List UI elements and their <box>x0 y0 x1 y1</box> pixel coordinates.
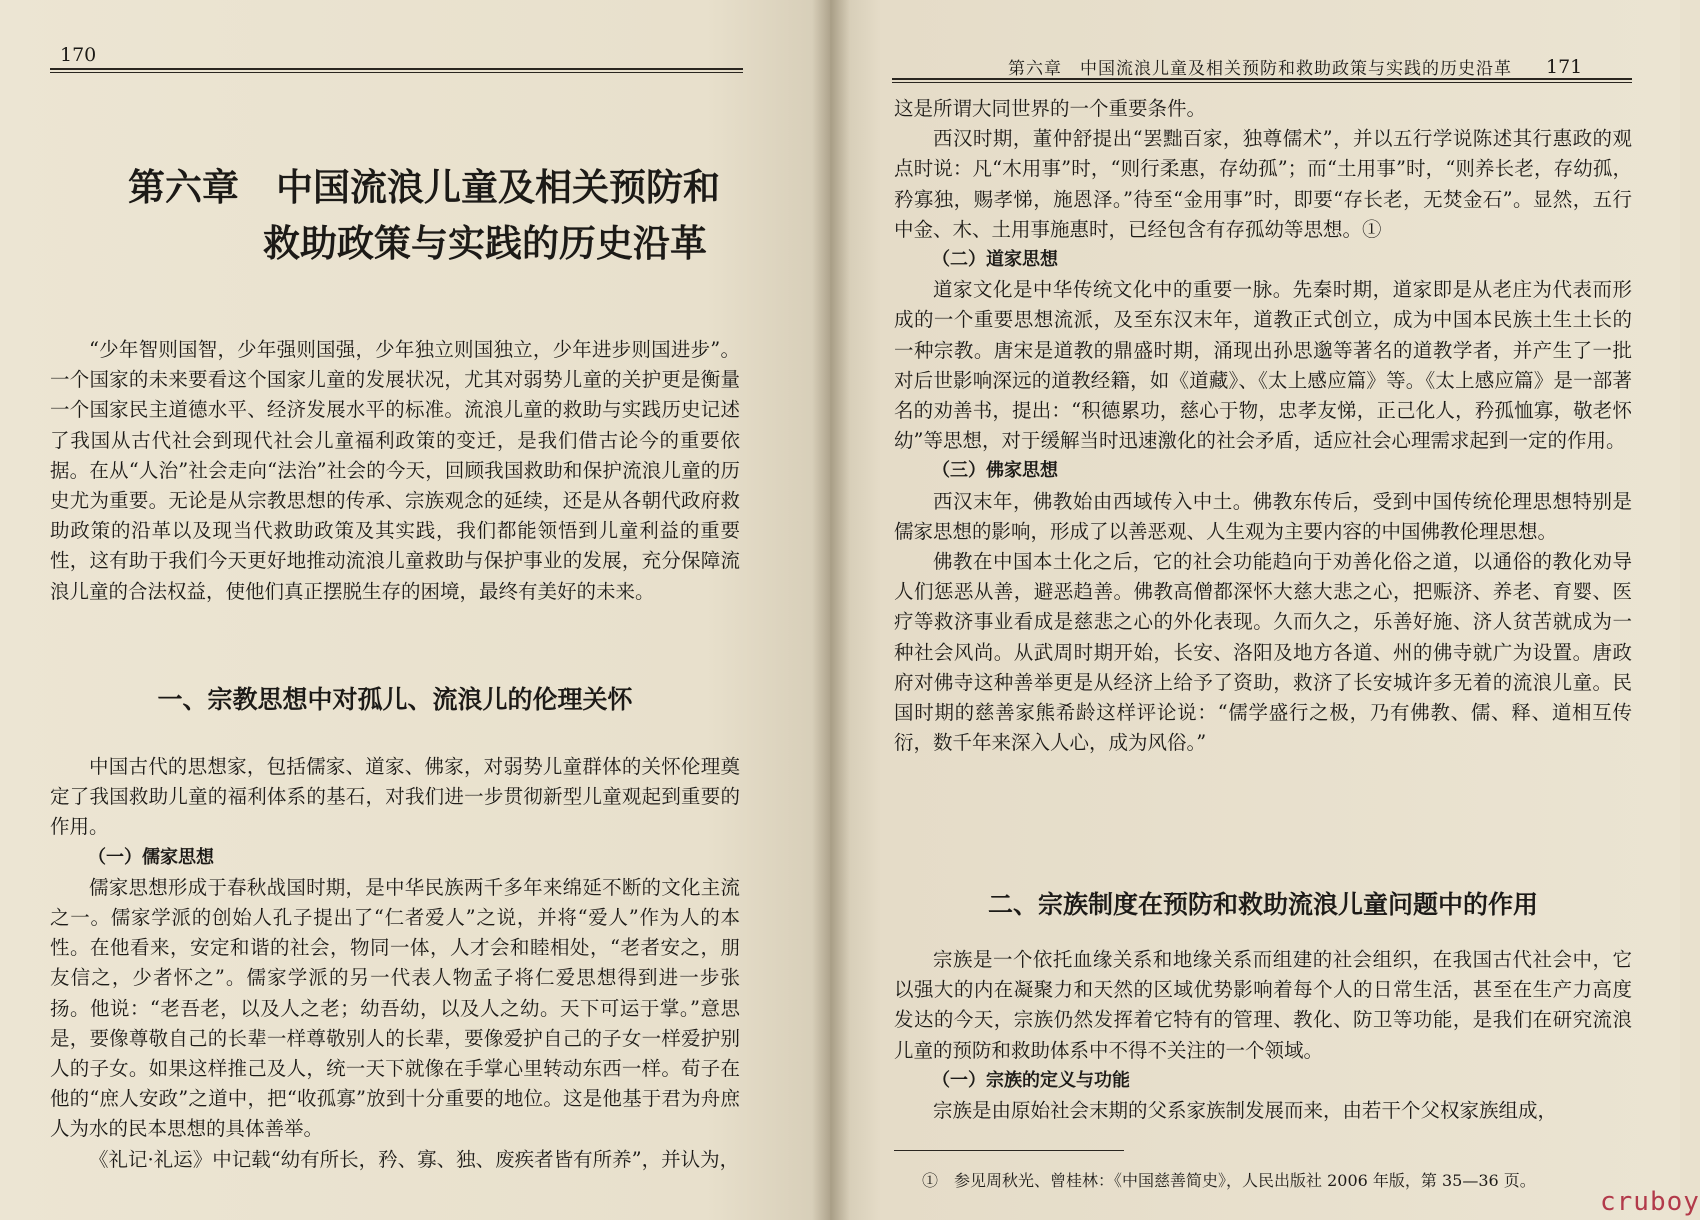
right-page <box>830 0 1700 1220</box>
confucian-paragraph: 儒家思想形成于春秋战国时期，是中华民族两千多年来绵延不断的文化主流之一。儒家学派的创始人孔子提出了“仁者爱人”之说，并将“爱人”作为人的本性。在他看来，安定和谐的社会，物同一体，人才会和睦相处，“老者安之，朋友信之，少者怀之”。儒家学派的另一代表人物孟子将仁爱思想得到进一步张扬。他说：“老吾老，以及人之老；幼吾幼，以及人之幼。天下可运于掌。”意思是，要像尊敬自己的长辈一样尊敬别人的长辈，要像爱护自己的子女一样爱护别人的子女。如果这样推己及人，统一天下就像在手掌心里转动东西一样。荀子在他的“庶人安政”之道中，把“收孤寡”放到十分重要的地位。这是他基于君为舟庶人为水的民本思想的具体善举。 <box>50 875 740 1141</box>
right-text-top <box>894 94 1632 758</box>
chapter-title-line1: 第六章 中国流浪儿童及相关预防和 <box>128 166 720 209</box>
taoist-paragraph: 道家文化是中华传统文化中的重要一脉。先秦时期，道家即是从老庄为代表而形成的一个重要思想流派，及至东汉末年，道教正式创立，成为中国本民族土生土长的一种宗教。唐宋是道教的鼎盛时期，涌现出孙思邈等著名的道教学者，并产生了一批对后世影响深远的道教经籍，如《道藏》、《太上感应篇》等。《太上感应篇》是一部著名的劝善书，提出：“积德累功，慈心于物，忠孝友悌，正己化人，矜孤恤寡，敬老怀幼”等思想，对于缓解当时迅速激化的社会矛盾，适应社会心理需求起到一定的作用。 <box>894 278 1632 453</box>
running-header: 第六章 中国流浪儿童及相关预防和救助政策与实践的历史沿革 <box>1008 59 1512 79</box>
watermark: cruboy <box>1600 1187 1700 1217</box>
section1-title: 一、宗教思想中对孤儿、流浪儿的伦理关怀 <box>157 685 633 714</box>
continuation-line: 这是所谓大同世界的一个重要条件。 <box>894 97 1207 120</box>
subsection3-title: （三）佛家思想 <box>932 460 1058 482</box>
clan-paragraph: 宗族是一个依托血缘关系和地缘关系而组建的社会组织，在我国古代社会中，它以强大的内在凝聚力和天然的区域优势影响着每个人的日常生活，甚至在生产力高度发达的今天，宗族仍然发挥着它特有的管理、教化、防卫等功能，是我们在研究流浪儿童的预防和救助体系中不得不关注的一个领域。 <box>894 948 1632 1062</box>
header-rule-left <box>50 68 743 73</box>
intro-paragraph: “少年智则国智，少年强则国强，少年独立则国独立，少年进步则国进步”。一个国家的未来要看这个国家儿童的发展状况，尤其对弱势儿童的关护更是衡量一个国家民主道德水平、经济发展水平的标准。流浪儿童的救助与实践历史记述了我国从古代社会到现代社会儿童福利政策的变迁，是我们借古论今的重要依据。在从“人治”社会走向“法治”社会的今天，回顾我国救助和保护流浪儿童的历史尤为重要。无论是从宗教思想的传承、宗族观念的延续，还是从各朝代政府救助政策的沿革以及现当代救助政策及其实践，我们都能领悟到儿童利益的重要性，这有助于我们今天更好地推动流浪儿童救助与保护事业的发展，充分保障流浪儿童的合法权益，使他们真正摆脱生存的困境，最终有美好的未来。 <box>50 338 740 603</box>
footnote: ① 参见周秋光、曾桂林：《中国慈善简史》，人民出版社 2006 年版，第 35—36 页。 <box>922 1171 1536 1190</box>
buddhist-paragraph-2: 佛教在中国本土化之后，它的社会功能趋向于劝善化俗之道，以通俗的教化劝导人们惩恶从善，避恶趋善。佛教高僧都深怀大慈大悲之心，把赈济、养老、育婴、医疗等救济事业看成是慈悲之心的外化表现。久而久之，乐善好施、济人贫苦就成为一种社会风尚。从武周时期开始，长安、洛阳及地方各道、州的佛寺就广为设置。唐政府对佛寺这种善举更是从经济上给予了资助，救济了长安城许多无着的流浪儿童。民国时期的慈善家熊希龄这样评论说：“儒学盛行之极，乃有佛教、儒、释、道相互传衍，数千年来深入人心，成为风俗。” <box>894 550 1632 755</box>
chapter-title-line2: 救助政策与实践的历史沿革 <box>263 222 707 265</box>
section1-text <box>50 752 740 1175</box>
page-number-left: 170 <box>60 44 97 66</box>
subsection1-title: （一）儒家思想 <box>88 846 214 868</box>
page-number-right: 171 <box>1546 56 1583 78</box>
liji-paragraph: 《礼记·礼运》中记载“幼有所长，矜、寡、独、废疾者皆有所养”，并认为， <box>89 1147 740 1171</box>
buddhist-paragraph-1: 西汉末年，佛教始由西域传入中土。佛教东传后，受到中国传统伦理思想特别是儒家思想的影响，形成了以善恶观、人生观为主要内容的中国佛教伦理思想。 <box>894 489 1632 543</box>
right-text-bottom <box>894 945 1632 1126</box>
left-page <box>0 0 830 1220</box>
subsection4-title: （一）宗族的定义与功能 <box>932 1069 1130 1091</box>
section2-title: 二、宗族制度在预防和救助流浪儿童问题中的作用 <box>987 890 1538 919</box>
clan-definition-paragraph: 宗族是由原始社会末期的父系家族制发展而来，由若干个父权家族组成， <box>933 1099 1558 1123</box>
section1-paragraph: 中国古代的思想家，包括儒家、道家、佛家，对弱势儿童群体的关怀伦理奠定了我国救助儿童的福利体系的基石，对我们进一步贯彻新型儿童观起到重要的作用。 <box>50 755 740 839</box>
chapter-title <box>128 160 728 272</box>
footnote-rule <box>894 1150 1124 1151</box>
book-gutter-shadow <box>812 0 850 1220</box>
western-han-paragraph: 西汉时期，董仲舒提出“罢黜百家，独尊儒术”，并以五行学说陈述其行惠政的观点时说：凡“木用事”时，“则行柔惠，存幼孤”；而“土用事”时，“则养长老，存幼孤，矜寡独，赐孝悌，施恩泽。”待至“金用事”时，即要“存长老，无焚金石”。显然，五行中金、木、土用事施惠时，已经包含有存孤幼等思想。① <box>894 127 1632 241</box>
intro-text <box>50 335 740 607</box>
subsection2-title: （二）道家思想 <box>932 249 1058 271</box>
header-rule-right <box>892 78 1632 83</box>
